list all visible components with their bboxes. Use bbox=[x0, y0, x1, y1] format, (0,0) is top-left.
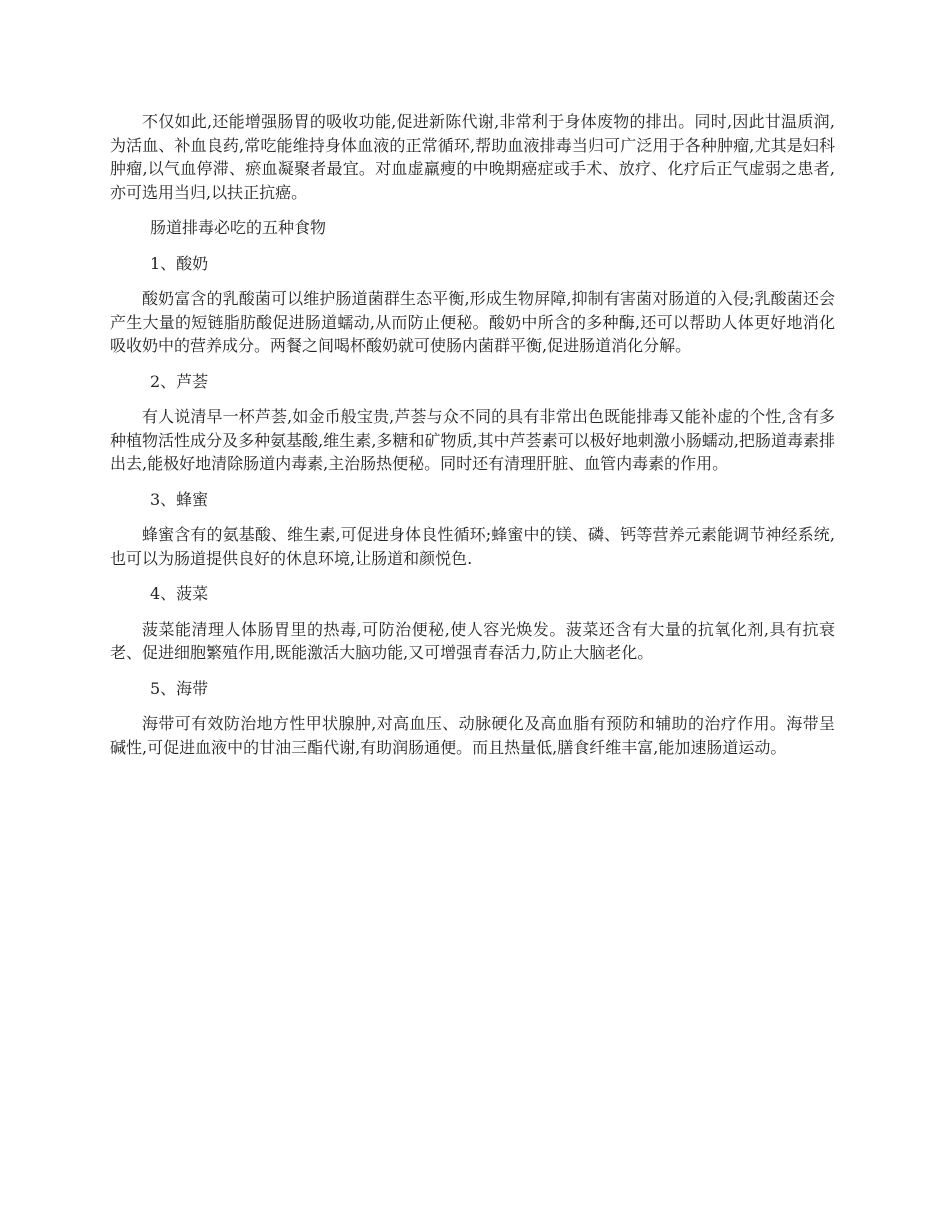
item-heading-yogurt: 1、酸奶 bbox=[150, 253, 209, 273]
item-paragraph-spinach: 菠菜能清理人体肠胃里的热毒,可防治便秘,使人容光焕发。菠菜还含有大量的抗氧化剂,具有抗衰老、促进细胞繁殖作用,既能激活大脑功能,又可增强青春活力,防止大脑老化。 bbox=[110, 619, 835, 662]
document-body bbox=[110, 110, 835, 771]
section-title: 肠道排毒必吃的五种食物 bbox=[150, 218, 327, 237]
item-heading-honey: 3、蜂蜜 bbox=[150, 489, 209, 509]
item-heading-spinach: 4、菠菜 bbox=[150, 584, 209, 603]
intro-paragraph: 不仅如此,还能增强肠胃的吸收功能,促进新陈代谢,非常利于身体废物的排出。同时,因此甘温质润,为活血、补血良药,常吃能维持身体血液的正常循环,帮助血液排毒当归可广泛用于各种肿瘤,尤其是妇科肿瘤,以气血停滞、瘀血凝聚者最宜。对血虚羸瘦的中晚期癌症或手术、放疗、化疗后正气虚弱之患者,亦可选用当归,以扶正抗癌。 bbox=[110, 112, 835, 202]
item-paragraph-honey: 蜂蜜含有的氨基酸、维生素,可促进身体良性循环;蜂蜜中的镁、磷、钙等营养元素能调节神经系统,也可以为肠道提供良好的休息环境,让肠道和颜悦色. bbox=[110, 525, 835, 568]
item-paragraph-yogurt: 酸奶富含的乳酸菌可以维护肠道菌群生态平衡,形成生物屏障,抑制有害菌对肠道的入侵;乳酸菌还会产生大量的短链脂肪酸促进肠道蠕动,从而防止便秘。酸奶中所含的多种酶,还可以帮助人体更好地消化吸收奶中的营养成分。两餐之间喝杯酸奶就可使肠内菌群平衡,促进肠道消化分解。 bbox=[110, 289, 835, 355]
item-heading-aloe: 2、芦荟 bbox=[150, 371, 209, 391]
item-paragraph-kelp: 海带可有效防治地方性甲状腺肿,对高血压、动脉硬化及高血脂有预防和辅助的治疗作用。海带呈碱性,可促进血液中的甘油三酯代谢,有助润肠通便。而且热量低,膳食纤维丰富,能加速肠道运动。 bbox=[110, 714, 835, 757]
item-paragraph-aloe: 有人说清早一杯芦荟,如金币般宝贵,芦荟与众不同的具有非常出色既能排毒又能补虚的个性,含有多种植物活性成分及多种氨基酸,维生素,多糖和矿物质,其中芦荟素可以极好地刺激小肠蠕动,把肠道毒素排出去,能极好地清除肠道内毒素,主治肠热便秘。同时还有清理肝脏、血管内毒素的作用。 bbox=[110, 407, 835, 473]
item-heading-kelp: 5、海带 bbox=[150, 678, 209, 698]
